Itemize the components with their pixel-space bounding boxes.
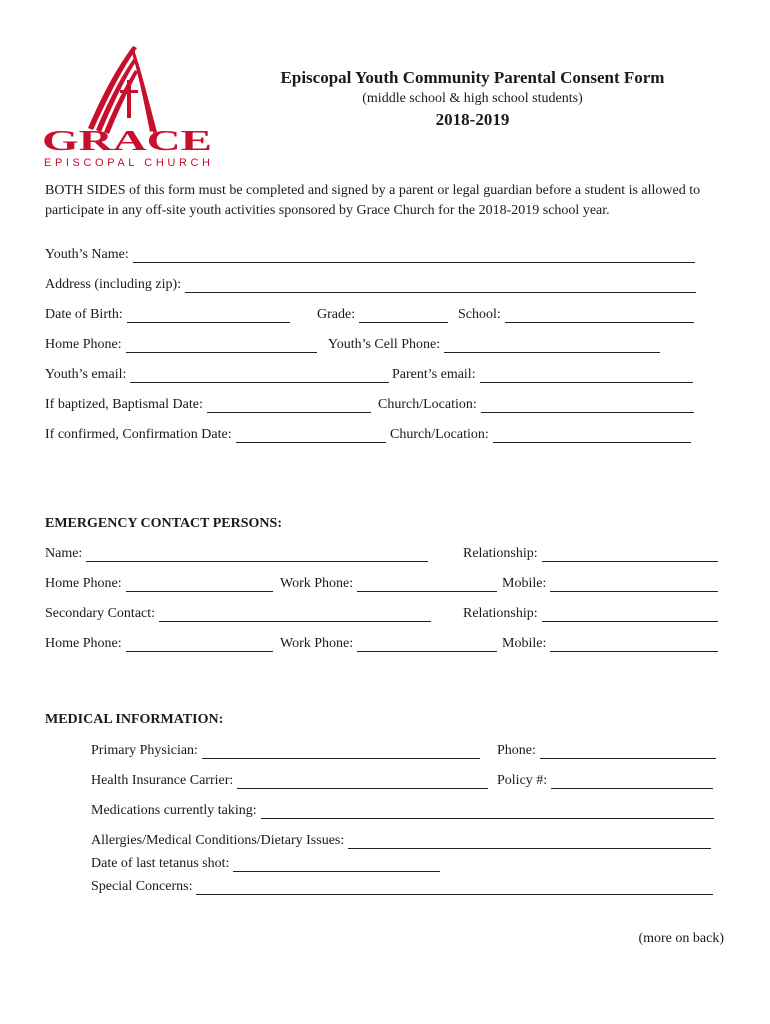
policy-label: Policy #: <box>497 773 548 788</box>
policy-field[interactable] <box>497 773 713 789</box>
cell-phone-label: Youth’s Cell Phone: <box>328 337 441 352</box>
policy-line[interactable] <box>551 775 713 789</box>
grade-label: Grade: <box>317 307 356 322</box>
physician-phone-line[interactable] <box>540 745 716 759</box>
physician-phone-field[interactable] <box>497 743 716 759</box>
physician-field[interactable] <box>91 743 480 759</box>
confirmation-date-label: If confirmed, Confirmation Date: <box>45 427 232 442</box>
secondary-home-phone-line[interactable] <box>126 638 273 652</box>
baptism-church-line[interactable] <box>481 399 694 413</box>
grade-field[interactable] <box>317 307 448 323</box>
youths-name-field[interactable] <box>45 247 695 263</box>
insurance-label: Health Insurance Carrier: <box>91 773 234 788</box>
special-concerns-line[interactable] <box>196 881 713 895</box>
tetanus-field[interactable] <box>91 856 440 872</box>
more-on-back-note: (more on back) <box>638 931 724 946</box>
tetanus-label: Date of last tetanus shot: <box>91 856 230 871</box>
school-year: 2018-2019 <box>435 110 510 129</box>
cell-phone-line[interactable] <box>444 339 660 353</box>
emergency-work-phone-line[interactable] <box>357 578 497 592</box>
emergency-heading: EMERGENCY CONTACT PERSONS: <box>45 516 282 531</box>
cell-phone-field[interactable] <box>328 337 660 353</box>
tetanus-line[interactable] <box>233 858 440 872</box>
parent-email-line[interactable] <box>480 369 693 383</box>
address-field[interactable] <box>45 277 696 293</box>
emergency-name-label: Name: <box>45 546 83 561</box>
logo-name: GRACE <box>42 126 212 157</box>
confirmation-date-field[interactable] <box>45 427 386 443</box>
special-concerns-label: Special Concerns: <box>91 879 193 894</box>
youth-email-field[interactable] <box>45 367 389 383</box>
emergency-mobile-field[interactable] <box>502 576 718 592</box>
home-phone-line[interactable] <box>126 339 317 353</box>
baptism-church-label: Church/Location: <box>378 397 477 412</box>
relationship-2-field[interactable] <box>463 606 718 622</box>
parent-email-field[interactable] <box>392 367 693 383</box>
address-label: Address (including zip): <box>45 277 182 292</box>
youth-email-line[interactable] <box>130 369 389 383</box>
secondary-work-phone-line[interactable] <box>357 638 497 652</box>
youths-name-line[interactable] <box>133 249 695 263</box>
allergies-field[interactable] <box>91 833 711 849</box>
school-label: School: <box>458 307 501 322</box>
dob-line[interactable] <box>127 309 290 323</box>
secondary-contact-line[interactable] <box>159 608 431 622</box>
emergency-home-phone-line[interactable] <box>126 578 273 592</box>
home-phone-field[interactable] <box>45 337 317 353</box>
baptismal-date-field[interactable] <box>45 397 371 413</box>
emergency-home-phone-label: Home Phone: <box>45 576 122 591</box>
emergency-name-line[interactable] <box>86 548 428 562</box>
confirmation-date-line[interactable] <box>236 429 386 443</box>
emergency-name-field[interactable] <box>45 546 428 562</box>
relationship-field[interactable] <box>463 546 718 562</box>
address-line[interactable] <box>185 279 696 293</box>
school-line[interactable] <box>505 309 694 323</box>
medications-field[interactable] <box>91 803 714 819</box>
relationship-line[interactable] <box>542 548 718 562</box>
baptismal-date-label: If baptized, Baptismal Date: <box>45 397 203 412</box>
emergency-work-phone-label: Work Phone: <box>280 576 354 591</box>
secondary-work-phone-field[interactable] <box>280 636 497 652</box>
emergency-mobile-label: Mobile: <box>502 576 547 591</box>
secondary-contact-field[interactable] <box>45 606 431 622</box>
form-title: Episcopal Youth Community Parental Consent Form <box>280 68 665 87</box>
parent-email-label: Parent’s email: <box>392 367 476 382</box>
dob-field[interactable] <box>45 307 290 323</box>
secondary-mobile-field[interactable] <box>502 636 718 652</box>
logo-subname: EPISCOPAL CHURCH <box>44 157 210 169</box>
insurance-field[interactable] <box>91 773 488 789</box>
dob-label: Date of Birth: <box>45 307 123 322</box>
baptism-church-field[interactable] <box>378 397 694 413</box>
youth-email-label: Youth’s email: <box>45 367 127 382</box>
physician-phone-label: Phone: <box>497 743 536 758</box>
secondary-mobile-label: Mobile: <box>502 636 547 651</box>
relationship-2-label: Relationship: <box>463 606 538 621</box>
confirmation-church-field[interactable] <box>390 427 691 443</box>
confirmation-church-label: Church/Location: <box>390 427 489 442</box>
medications-line[interactable] <box>261 805 714 819</box>
allergies-label: Allergies/Medical Conditions/Dietary Issues: <box>91 833 345 848</box>
secondary-work-phone-label: Work Phone: <box>280 636 354 651</box>
insurance-line[interactable] <box>237 775 488 789</box>
intro-paragraph: BOTH SIDES of this form must be completed and signed by a parent or legal guardian before a student is allowed to participate in any off-site youth activities sponsored by Grace Church for the 2018-2019 school year. <box>45 183 701 218</box>
secondary-home-phone-label: Home Phone: <box>45 636 122 651</box>
medical-heading: MEDICAL INFORMATION: <box>45 712 224 727</box>
form-subtitle: (middle school & high school students) <box>362 91 583 106</box>
school-field[interactable] <box>458 307 694 323</box>
confirmation-church-line[interactable] <box>493 429 691 443</box>
physician-label: Primary Physician: <box>91 743 198 758</box>
special-concerns-field[interactable] <box>91 879 713 895</box>
medications-label: Medications currently taking: <box>91 803 257 818</box>
home-phone-label: Home Phone: <box>45 337 122 352</box>
emergency-home-phone-field[interactable] <box>45 576 273 592</box>
relationship-2-line[interactable] <box>542 608 718 622</box>
secondary-mobile-line[interactable] <box>550 638 718 652</box>
secondary-contact-label: Secondary Contact: <box>45 606 156 621</box>
grade-line[interactable] <box>359 309 448 323</box>
youths-name-label: Youth’s Name: <box>45 247 129 262</box>
emergency-mobile-line[interactable] <box>550 578 718 592</box>
baptismal-date-line[interactable] <box>207 399 371 413</box>
relationship-label: Relationship: <box>463 546 538 561</box>
emergency-work-phone-field[interactable] <box>280 576 497 592</box>
secondary-home-phone-field[interactable] <box>45 636 273 652</box>
allergies-line[interactable] <box>348 835 711 849</box>
physician-line[interactable] <box>202 745 480 759</box>
